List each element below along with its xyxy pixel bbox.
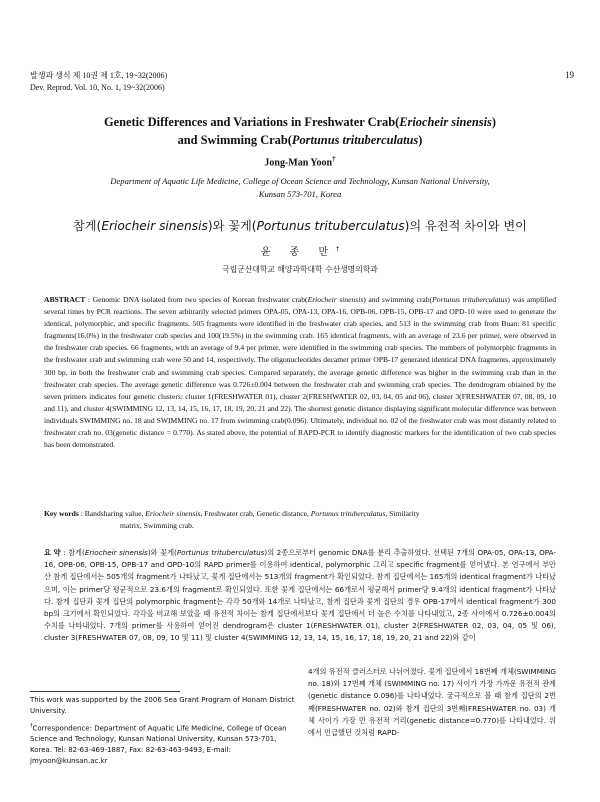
footnote-correspondence bbox=[30, 721, 298, 767]
abstract-text: : Genomic DNA isolated from two species of Korean freshwater crab( bbox=[85, 295, 308, 304]
korean-author-mark: † bbox=[336, 245, 340, 253]
species-name: Eriocheir sinensis bbox=[307, 295, 364, 304]
affiliation-line-1: Department of Aquatic Life Medicine, College of Ocean Science and Technology, Kunsan National University, bbox=[110, 176, 490, 186]
species-name: Eriocheir sinensis bbox=[84, 548, 148, 557]
korean-abstract bbox=[44, 547, 556, 645]
korean-abstract-text: )와 꽃게( bbox=[147, 548, 177, 557]
keywords bbox=[44, 508, 556, 532]
korean-abstract-text: : 참게( bbox=[60, 548, 85, 557]
footnote-text: Correspondence: Department of Aquatic Life Medicine, College of Ocean Science and Technology, Kunsan National University, Kunsan 573-701, Korea. Tel: 82-63-469-1887, Fax: 82-63-463-9493, E-mail: jmyoon@kunsan.ac.kr bbox=[30, 724, 287, 766]
species-name: Eriocheir sinensis bbox=[399, 115, 492, 129]
korean-author bbox=[0, 243, 600, 258]
title-text: Genetic Differences and Variations in Freshwater Crab( bbox=[103, 115, 400, 129]
korean-abstract-label: 요 약 bbox=[44, 548, 61, 557]
species-name: Portunus trituberculatus bbox=[310, 509, 386, 518]
paper-title bbox=[30, 113, 570, 149]
keywords-text: matrix, Swimming crab. bbox=[120, 521, 194, 530]
species-name: Portunus trituberculatus bbox=[432, 295, 508, 304]
korean-author-name: 윤 종 만 bbox=[260, 247, 337, 258]
keywords-text: , Similarity bbox=[385, 509, 420, 518]
korean-title bbox=[20, 217, 580, 234]
author bbox=[0, 155, 600, 168]
affiliation-line-2: Kunsan 573-701, Korea bbox=[258, 189, 342, 199]
species-name: Portunus trituberculatus bbox=[176, 548, 265, 557]
footnote-divider bbox=[30, 691, 180, 692]
korean-affiliation: 국립군산대학교 해양과학대학 수산생명의학과 bbox=[222, 265, 378, 274]
species-name: Eriocheir sinensis bbox=[145, 509, 201, 518]
species-name: Portunus trituberculatus bbox=[291, 133, 419, 147]
journal-citation-english: Dev. Reprod. Vol. 10, No. 1, 19~32(2006) bbox=[30, 83, 165, 92]
title-line-1 bbox=[30, 113, 570, 131]
title-line-2 bbox=[30, 131, 570, 149]
author-mark: † bbox=[332, 155, 336, 163]
species-name: Portunus trituberculatus bbox=[256, 219, 405, 233]
author-name: Jong-Man Yoon bbox=[264, 157, 333, 169]
korean-title-text: 참게( bbox=[73, 219, 102, 233]
affiliation bbox=[30, 175, 570, 201]
abstract-text: ) was amplified several times by PCR reactions. The seven arbitrarily selected primers OPA-05, OPA-13, OPA-16, OPB-06, OPB-15, OPB-17 and OPD-10 were used to generate the identical, polymorphic, and specific fragments. 505 fragments were identified in the freshwater crab species, and 513 in the swimming crab from Buan: 81 specific fragments(16.0%) in the freshwater crab species and 100(19.5%) in the swimming crab. 165 identical fragments, with an average of 23.6 per primer, were observed in the freshwater crab species. 66 fragments, with an average of 9.4 per primer, were identified in the swimming crab species. The numbers of polymorphic fragments in the freshwater crab and swimming crab were 50 and 14, respectively. The oligonucleotides decamer primer OPB-17 generated identical DNA fragments, approximately 300 bp, in both the freshwater crab and swimming crab species. Compared separately, the average genetic difference was higher in the swimming crab than in the freshwater crab species. The average genetic difference was 0.726±0.004 between the freshwater crab and swimming crab species. The dendrogram obtained by the seven primers indicates four genetic clusters: cluster 1(FRESHWATER 01), cluster 2(FRESHWATER 02, 03, 04, 05 and 06), cluster 3(FRESHWATER 07, 08, 09, 10 and 11), and cluster 4(SWIMMING 12, 13, 14, 15, 16, 17, 18, 19, 20, 21 and 22). The shortest genetic distance displaying significant molecular difference was between individuals SWIMMING no. 18 and SWIMMING no. 17 from swimming crab(0.096). Ultimately, individual no. 02 of the freshwater crab was most distantly related to freshwater crab no. 03(genetic distance = 0.770). As stated above, the potential of RAPD-PCR to identify diagnostic markers for the identification of two crab species has been demonstrated. bbox=[44, 295, 556, 450]
keywords-text: , Freshwater crab, Genetic distance, bbox=[200, 509, 311, 518]
keywords-text: : Bandsharing value, bbox=[78, 509, 146, 518]
abstract-label: ABSTRACT bbox=[44, 295, 86, 304]
korean-abstract-continued: 4개의 유전적 클러스터로 나뉘어졌다. 꽃게 집단에서 18번째 개체(SWIMMING no. 18)와 17번째 개체 (SWIMMING no. 17) 사이가 가장 가까운 유전적 관계(genetic distance 0.096)를 나타내었다. 궁극적으로 볼 때 참게 집단의 2번째(FRESHWATER no. 02)와 참게 집단의 3번째(FRESHWATER no. 03) 개체 사이가 가장 먼 유전적 거리(genetic distance=0.770)를 나타내었다. 위에서 언급했던 것처럼 RAPD- bbox=[308, 667, 556, 738]
title-text: ) bbox=[418, 133, 423, 147]
title-text: ) bbox=[491, 115, 497, 129]
korean-title-text: )의 유전적 차이와 변이 bbox=[404, 219, 527, 233]
keywords-label: Key words bbox=[44, 509, 79, 518]
footnote-mark: † bbox=[30, 723, 33, 729]
title-text: and Swimming Crab( bbox=[177, 133, 292, 147]
species-name: Eriocheir sinensis bbox=[101, 219, 208, 233]
abstract bbox=[44, 294, 556, 451]
korean-abstract-text: )의 2종으로부터 genomic DNA를 분리 추출하였다. 선택된 7개의 OPA-05, OPA-13, OPA-16, OPB-06, OPB-15, OPB-17 and OPD-10의 RAPD primer를 이용하여 identical, polymorphic 그리고 specific fragment를 얻어냈다. 본 연구에서 부안산 참게 집단에서는 505개의 fragment가 나타났고, 꽃게 집단에서는 513개의 fragment가 확인되었다. 참게 집단에서는 165개의 identical fragment가 나타났으며, 이는 primer당 평균적으로 23.6개의 fragment로 확인되었다. 또한 꽃게 집단에서는 66개로서 평균해서 primer당 9.4개의 identical fragment가 나타났다. 참게 집단과 꽃게 집단의 polymorphic fragment는 각각 50개와 14개로 나타났고, 참게 집단과 꽃게 집단의 경우 OPB-17에서 identical fragment가 300 bp의 크기에서 확인되었다. 각각을 비교해 보았을 때 유전적 차이는 참게 집단에서보다 꽃게 집단에서 더 높은 수치를 나타내었고, 2종 사이에서 0.726±0.004의 수치를 나타내었다. 7개의 primer를 사용하여 얻어진 dendrogram은 cluster 1(FRESHWATER 01), cluster 2(FRESHWATER 02, 03, 04, 05 및 06), cluster 3(FRESHWATER 07, 08, 09, 10 및 11) 및 cluster 4(SWIMMING 12, 13, 14, 15, 16, 17, 18, 19, 20, 21 and 22)와 같이 bbox=[44, 548, 557, 643]
page-number: 19 bbox=[565, 70, 574, 80]
footnote-funding: This work was supported by the 2006 Sea Grant Program of Honam District University. bbox=[30, 696, 295, 715]
running-header bbox=[30, 70, 167, 94]
korean-title-text: )와 꽃게( bbox=[207, 219, 257, 233]
abstract-text: ) and swimming crab( bbox=[363, 295, 433, 304]
journal-citation-korean: 발생과 생식 제 10권 제 1호, 19~32(2006) bbox=[30, 71, 168, 80]
